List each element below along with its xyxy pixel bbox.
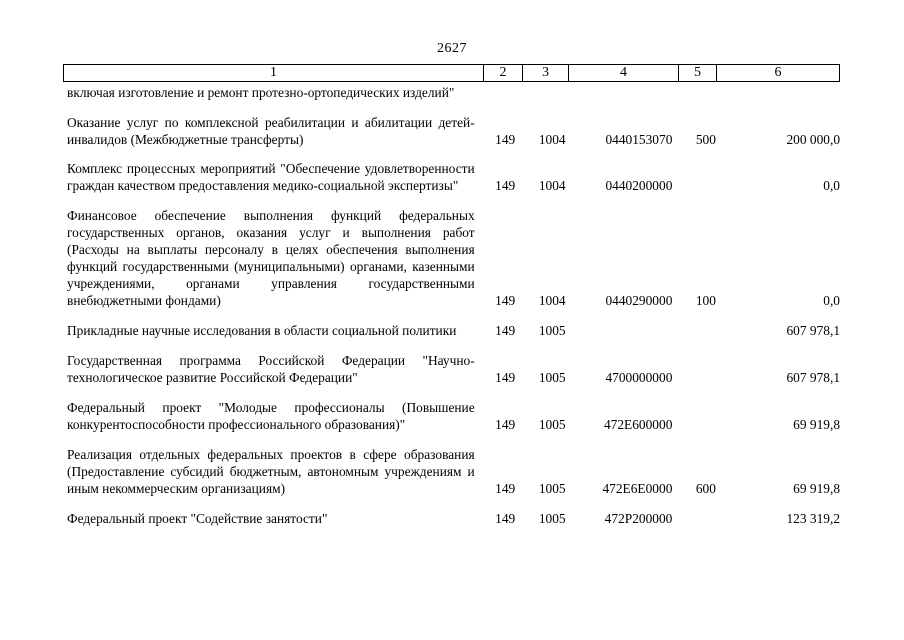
- row-rz: 1005: [538, 511, 566, 526]
- table-row: [63, 399, 840, 433]
- column-header-1: 1: [64, 65, 484, 81]
- row-description: включая изготовление и ремонт протезно-ортопедических изделий": [67, 85, 455, 100]
- row-gr: 149: [495, 481, 516, 496]
- row-amount: 607 978,1: [786, 323, 841, 338]
- row-gr: 149: [495, 370, 516, 385]
- row-cs: 472P200000: [604, 511, 673, 526]
- row-cs: 472E600000: [603, 417, 673, 432]
- row-gr: 149: [495, 417, 516, 432]
- row-amount: 0,0: [823, 178, 841, 193]
- table-row: [63, 322, 840, 339]
- column-header-2: 2: [484, 65, 523, 81]
- table-row: [63, 446, 840, 497]
- table-row: [63, 352, 840, 386]
- row-gr: 149: [495, 293, 516, 308]
- budget-table-body: [63, 84, 840, 527]
- row-amount: 69 919,8: [793, 417, 841, 432]
- row-vr: 100: [695, 293, 716, 308]
- table-row: [63, 160, 840, 194]
- column-header-row: [63, 64, 840, 82]
- column-header-5: 5: [679, 65, 717, 81]
- row-vr: 500: [695, 132, 716, 147]
- row-gr: 149: [495, 132, 516, 147]
- row-cs: 0440200000: [605, 178, 673, 193]
- table-row: [63, 114, 840, 148]
- row-rz: 1004: [538, 178, 566, 193]
- row-amount: 200 000,0: [786, 132, 841, 147]
- row-amount: 0,0: [823, 293, 841, 308]
- row-description: Федеральный проект "Молодые профессионалы (Повышение конкурентоспособности профессионального образования)": [67, 400, 475, 432]
- row-gr: 149: [495, 511, 516, 526]
- row-description: Федеральный проект "Содействие занятости": [67, 511, 328, 526]
- column-header-3: 3: [523, 65, 569, 81]
- column-header-4: 4: [569, 65, 679, 81]
- row-vr: 600: [695, 481, 716, 496]
- row-description: Комплекс процессных мероприятий "Обеспечение удовлетворенности граждан качеством предоставления медико-социальной экспертизы": [67, 161, 475, 193]
- row-amount: 69 919,8: [793, 481, 841, 496]
- column-header-6: 6: [774, 65, 782, 80]
- row-gr: 149: [495, 178, 516, 193]
- row-amount: 123 319,2: [786, 511, 841, 526]
- row-cs: 0440290000: [605, 293, 673, 308]
- row-rz: 1005: [538, 370, 566, 385]
- row-rz: 1005: [538, 417, 566, 432]
- row-cs: 0440153070: [605, 132, 673, 147]
- row-description: Реализация отдельных федеральных проектов в сфере образования (Предоставление субсидий бюджетным, автономным учреждениям и иным некоммерческим организациям): [67, 447, 475, 496]
- row-cs: 4700000000: [605, 370, 673, 385]
- table-row: [63, 84, 840, 101]
- table-row: [63, 207, 840, 309]
- row-amount: 607 978,1: [786, 370, 841, 385]
- row-cs: 472E6E0000: [602, 481, 673, 496]
- page-number: 2627: [437, 41, 467, 56]
- row-rz: 1005: [538, 323, 566, 338]
- row-rz: 1004: [538, 293, 566, 308]
- row-description: Финансовое обеспечение выполнения функций федеральных государственных органов, оказания услуг и выполнения работ (Расходы на выплаты персоналу в целях обеспечения выполнения функций государственными (муниципальными) органами, казенными учреждениями, органами управления государственными внебюджетными фондами): [67, 208, 475, 308]
- row-rz: 1005: [538, 481, 566, 496]
- table-row: [63, 510, 840, 527]
- row-gr: 149: [495, 323, 516, 338]
- row-description: Оказание услуг по комплексной реабилитации и абилитации детей-инвалидов (Межбюджетные трансферты): [67, 115, 475, 147]
- row-description: Прикладные научные исследования в области социальной политики: [67, 323, 457, 338]
- row-rz: 1004: [538, 132, 566, 147]
- row-description: Государственная программа Российской Федерации "Научно-технологическое развитие Российской Федерации": [67, 353, 475, 385]
